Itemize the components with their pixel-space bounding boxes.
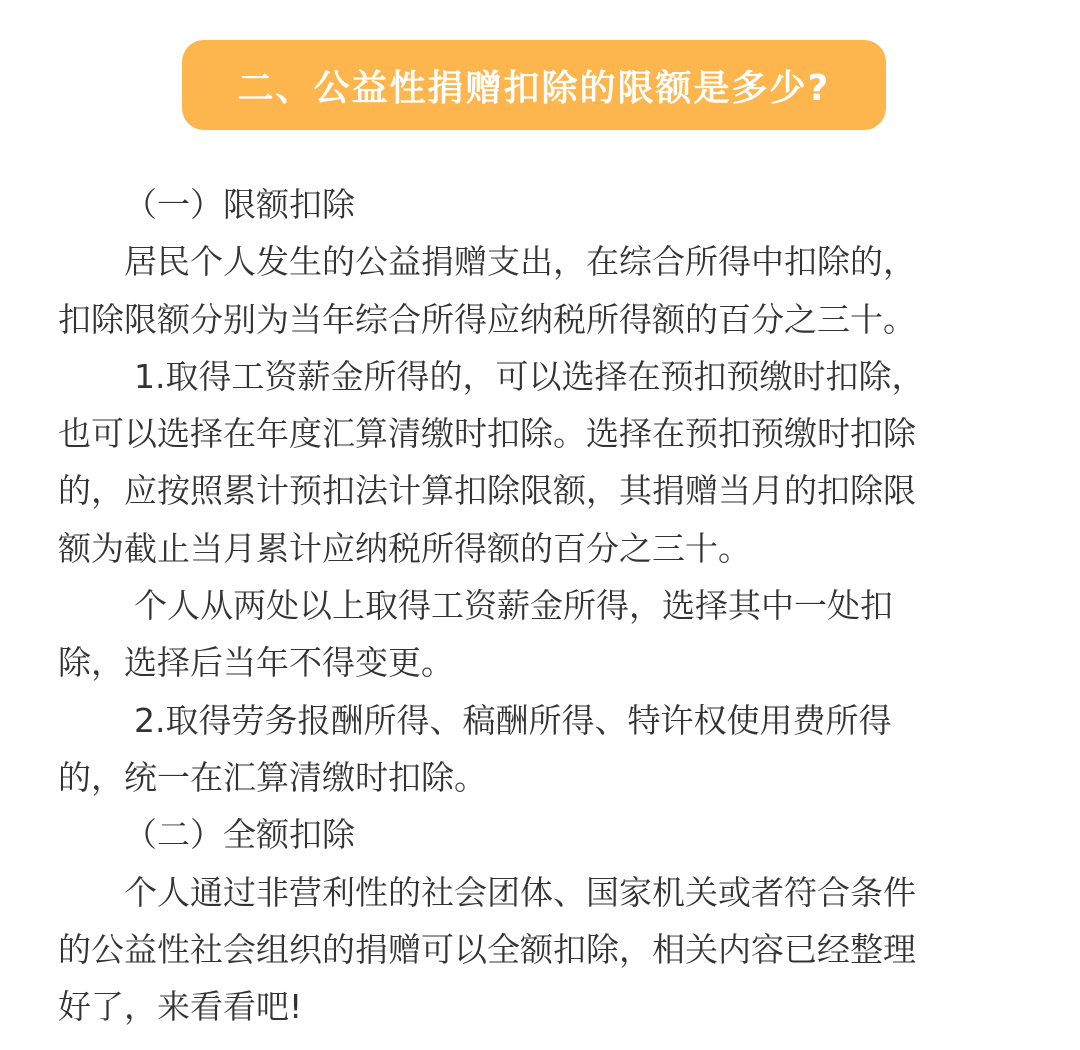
body-line: 扣除限额分别为当年综合所得应纳税所得额的百分之三十。 <box>58 299 916 339</box>
article-body <box>58 176 1033 1035</box>
subheading-full-deduction: （二）全额扣除 <box>124 815 355 855</box>
body-line: 的，统一在汇算清缴时扣除。 <box>58 757 487 797</box>
subheading-limit-deduction: （一）限额扣除 <box>124 185 355 224</box>
body-line: 额为截止当月累计应纳税所得额的百分之三十。 <box>58 528 751 568</box>
body-line: 2.取得劳务报酬所得、稿酬所得、特许权使用费所得 <box>134 700 892 740</box>
section-title: 二、公益性捐赠扣除的限额是多少? <box>237 67 831 109</box>
body-line: 也可以选择在年度汇算清缴时扣除。选择在预扣预缴时扣除 <box>58 414 916 454</box>
body-line: 的，应按照累计预扣法计算扣除限额，其捐赠当月的扣除限 <box>58 471 916 511</box>
body-line: 好了，来看看吧! <box>58 987 303 1027</box>
body-line: 个人从两处以上取得工资薪金所得，选择其中一处扣 <box>134 586 893 626</box>
title-banner <box>182 40 886 130</box>
body-line: 除，选择后当年不得变更。 <box>58 643 454 683</box>
body-line: 居民个人发生的公益捐赠支出，在综合所得中扣除的， <box>124 242 916 282</box>
body-line: 的公益性社会组织的捐赠可以全额扣除，相关内容已经整理 <box>58 929 916 969</box>
body-line: 个人通过非营利性的社会团体、国家机关或者符合条件 <box>124 872 916 912</box>
body-line: 1.取得工资薪金所得的，可以选择在预扣预缴时扣除， <box>134 356 925 396</box>
